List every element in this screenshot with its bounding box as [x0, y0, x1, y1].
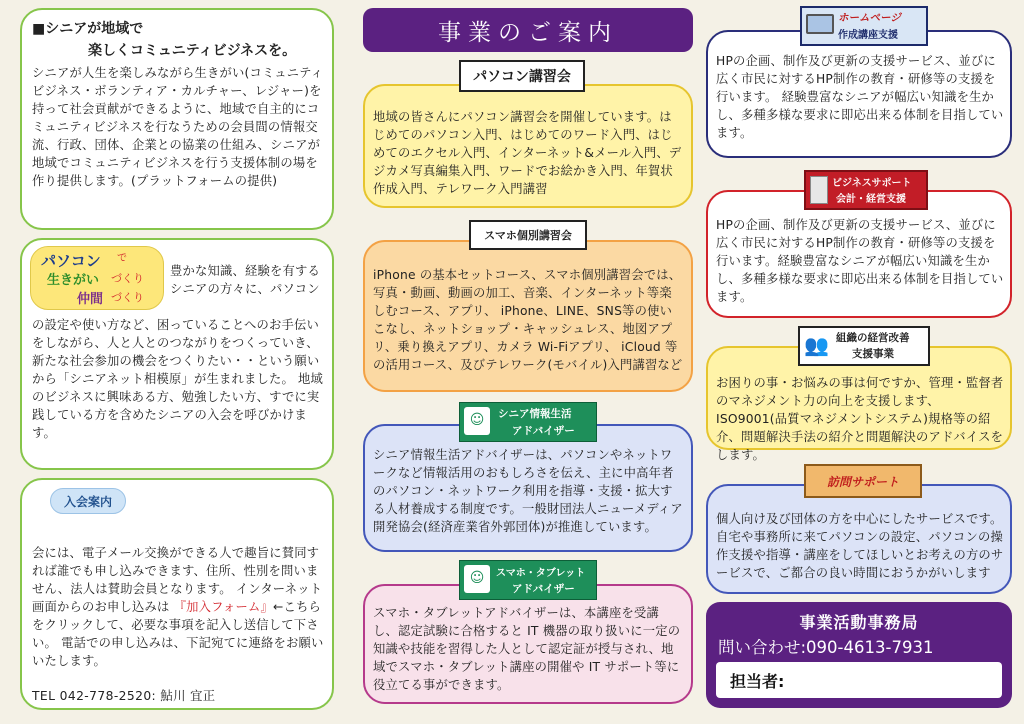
smartphone-body: iPhone の基本セットコース、スマホ個別講習会では、写真・動画、動画の加工、音楽、インターネット等楽しむコース、アプリ、 iPhone、LINE、SNS等の使いこなし、ネットショップ・キャッシュレス、地図アプリ、乗り換えアプリ、カメラ Wi-Fiアプリ、 iCloud 等の活用コース、及びテレワーク(モバイル)入門講習など: [373, 268, 683, 372]
intro-title-2: 楽しくコミュニティビジネスを。: [88, 43, 297, 59]
org-label-1: 組織の経営改善: [836, 332, 910, 344]
smartphone-label-text: スマホ個別講習会: [484, 229, 572, 242]
advisor-logo-icon: ☺: [464, 407, 490, 435]
building-icon: [810, 176, 828, 204]
homepage-label: [800, 6, 928, 46]
office-person-field: [716, 662, 1002, 698]
about-body-top: 豊かな知識、経験を有するシニアの方々に、パソコン: [170, 264, 320, 296]
homepage-body: HPの企画、制作及び更新の支援サービス、並びに広く市民に対するHP制作の教育・研修等の支援を行います。 経験豊富なシニアが幅広い知識を生かし、多種多様な要求に即応出来る体制を目指しています。: [716, 54, 1004, 140]
org-body: お困りの事・お悩みの事は何ですか、管理・監督者のマネジメント力の向上を支援します、ISO9001(品質マネジメントシステム)規格等の紹介、問題解決手法の紹介と問題解決のアドバイスをします。: [716, 376, 1004, 462]
join-body-1: 会には、電子メール交換ができる人で趣旨に賛同すれば誰でも申し込みできます、住所、性別を問いません、法人は賛助会員となります。 インターネット画面からのお申し込みは: [32, 546, 323, 614]
advisor-label-1: シニア情報生活: [498, 408, 572, 420]
tablet-label-2: アドバイザー: [512, 583, 575, 595]
office-title: 事業活動事務局: [799, 613, 919, 632]
org-label: [798, 326, 930, 366]
left-column: [0, 0, 345, 724]
join-body: [32, 526, 326, 670]
smartphone-label: [469, 220, 587, 250]
services-header: [363, 8, 693, 52]
badge-nakama: 仲間: [77, 292, 104, 307]
about-box: [20, 238, 334, 470]
visit-body: 個人向け及び団体の方を中心にしたサービスです。自宅や事務所に来てパソコンの設定、パソコンの操作支援や指導・講座をしてほしいとお考えの方のサービスで、ご都合の良い時間におうかがいします: [716, 512, 1004, 580]
intro-box: [20, 8, 334, 230]
badge-zukuri2: づくり: [111, 291, 144, 304]
org-label-2: 支援事業: [852, 348, 894, 360]
pc-label-text: パソコン講習会: [473, 69, 571, 85]
tablet-logo-icon: ☺: [464, 565, 490, 593]
about-badge: [30, 246, 164, 310]
services-header-title: 事業のご案内: [438, 19, 618, 46]
homepage-label-1: ホームページ: [838, 12, 901, 24]
intro-title-1: ■シニアが地域で: [32, 21, 144, 37]
advisor-label-2: アドバイザー: [512, 425, 575, 437]
join-box: [20, 478, 334, 710]
business-label-2: 会計・経営支援: [836, 194, 906, 205]
badge-zukuri1: づくり: [111, 272, 144, 285]
business-label-1: ビジネスサポート: [832, 178, 912, 189]
office-contact: 問い合わせ:090-4613-7931: [718, 638, 934, 657]
badge-de: で: [117, 253, 127, 264]
visit-label: [804, 464, 922, 498]
pc-label: [459, 60, 585, 92]
right-column: [700, 0, 1024, 724]
join-body-2: ←こちら をクリックして、必要な事項を記入し送信して下さい。 電話での申し込みは、下記宛てに連絡をお願いいたします。: [32, 600, 324, 668]
business-body: HPの企画、制作及び更新の支援サービス、並びに広く市民に対するHP制作の教育・研修等の支援を行います。経験豊富なシニアが幅広い知識を生かし、多種多様な要求に即応出来る体制を目指しています。: [716, 218, 1004, 304]
laptop-icon: [806, 14, 834, 34]
tablet-body: スマホ・タブレットアドバイザーは、本講座を受講し、認定試験に合格すると IT 機器の取り扱いに一定の知識や技能を習得した人として認定証が授与され、地域でスマホ・タブレット講座の開催や IT サポート等に役立てる事ができます。: [373, 606, 681, 692]
join-badge: [50, 488, 126, 514]
office-person-label: 担当者:: [730, 672, 785, 691]
pc-body: 地域の皆さんにパソコン講習会を開催しています。はじめてのパソコン入門、はじめてのワード入門、はじめてのエクセル入門、インターネット&メール入門、デジカメ写真編集入門、ワードでお絵かき入門、年賀状作成入門、テレワーク入門講習: [373, 110, 682, 196]
advisor-body: シニア情報生活アドバイザーは、パソコンやネットワークなど情報活用のおもしろさを伝え、主に中高年者のパソコン・ネットワーク利用を指導・支援・拡大する人材養成する制度です。一般財団法人ニューメディア開発協会(経済産業省外郭団体)が推進しています。: [373, 448, 683, 534]
advisor-label: [459, 402, 597, 442]
intro-body: シニアが人生を楽しみながら生きがい(コミュニティビジネス・ボランティア・カルチャー、レジャー)を持って社会貢献ができるように、地域で自主的にコミュニティビジネスを行なうための会員間の情報交流、行政、団体、企業との協業の仕組み、シニアが地域でコミュニティビジネスを行う支援体制の場を作り提供します。(プラットフォームの提供): [32, 66, 324, 188]
join-tel: TEL 042-778-2520: 鮎川 宜正: [32, 689, 216, 703]
people-icon: 👥: [804, 333, 829, 357]
homepage-label-2: 作成講座支援: [838, 30, 898, 41]
badge-ikigai: 生きがい: [47, 273, 100, 288]
join-form-link[interactable]: 『加入フォーム』: [173, 600, 273, 614]
visit-label-text: 訪問サポート: [826, 474, 899, 489]
tablet-label: [459, 560, 597, 600]
business-label: [804, 170, 928, 210]
tablet-label-1: スマホ・タブレット: [496, 568, 586, 579]
middle-column: [355, 0, 700, 724]
badge-pasokon: パソコン: [41, 252, 101, 270]
about-body: の設定や使い方など、困っていることへのお手伝いをしながら、人と人とのつながりをつくっていき、新たな社会参加の機会をつくりたい・・という願いから「シニアネット相模原」が生まれました。 地域のビジネスに興味ある方、勉強したい方、すでに実践している方を含めたシニアの入会を呼びかけます。: [32, 318, 324, 440]
join-badge-label: 入会案内: [63, 494, 112, 509]
